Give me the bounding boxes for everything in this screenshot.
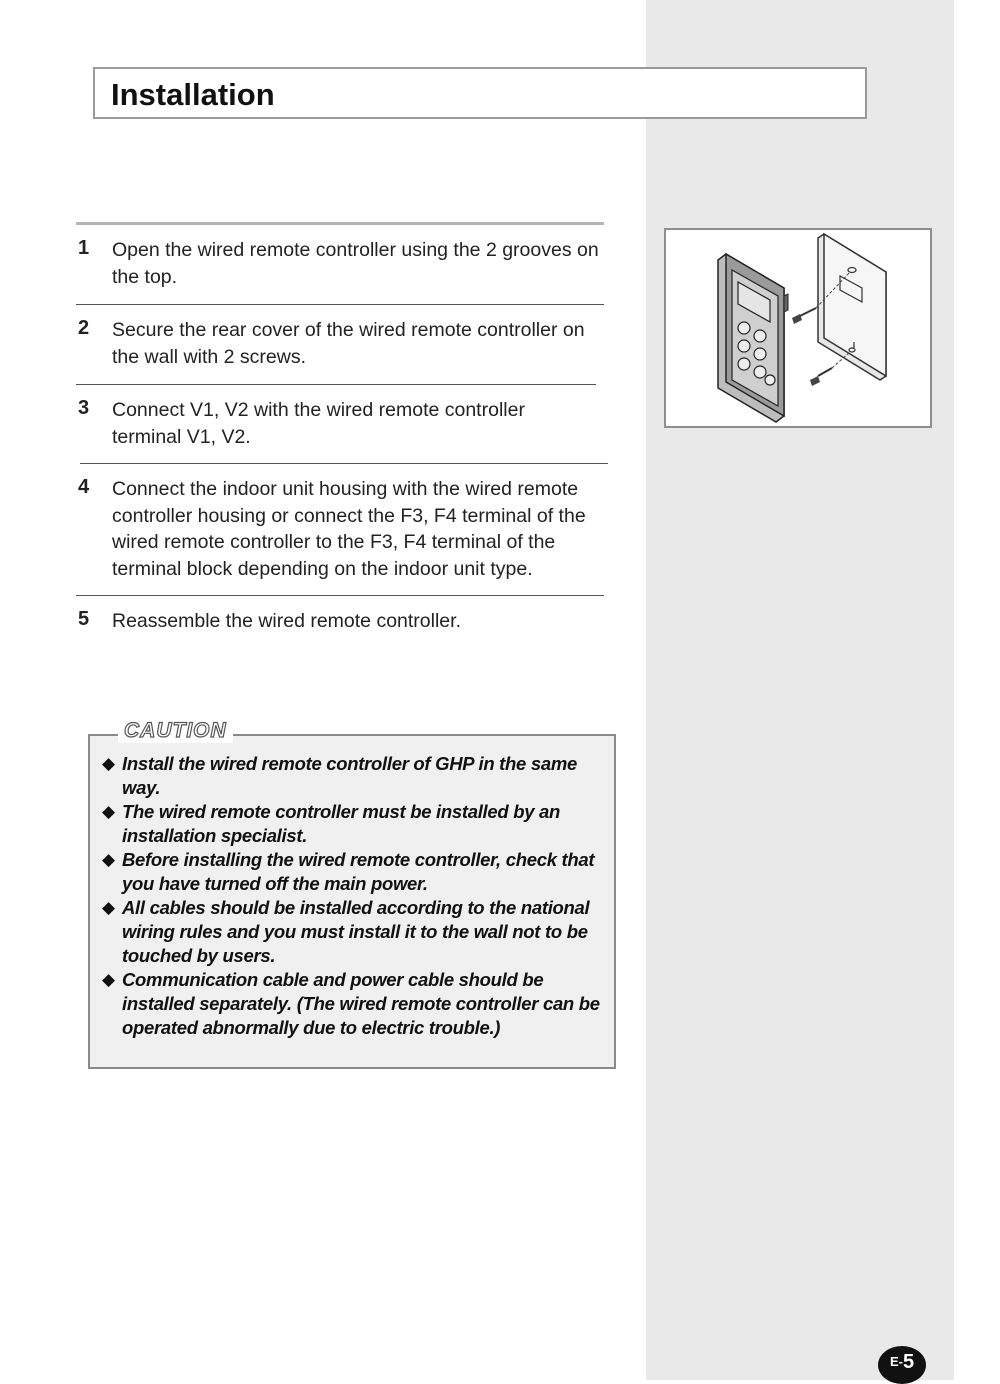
step-divider [76, 384, 596, 385]
step-text: Connect the indoor unit housing with the wired remote controller housing or connect the F3, F4 terminal of the wired remote controller to the F3, F4 terminal of the terminal block depending on the indoor unit type. [112, 478, 586, 580]
diamond-bullet-icon: ◆ [102, 898, 115, 917]
step-number: 3 [78, 397, 90, 419]
step-divider [80, 463, 608, 464]
step-text: Reassemble the wired remote controller. [112, 610, 461, 632]
step-number: 1 [78, 237, 90, 259]
caution-list [102, 752, 608, 1040]
page-title: Installation [111, 77, 275, 112]
step-divider [76, 595, 604, 596]
step-number: 2 [78, 317, 90, 339]
step-text: Open the wired remote controller using the 2 grooves on the top. [112, 239, 599, 288]
diamond-bullet-icon: ◆ [102, 850, 115, 869]
step-text: Connect V1, V2 with the wired remote controller terminal V1, V2. [112, 399, 525, 448]
diamond-bullet-icon: ◆ [102, 970, 115, 989]
caution-label: CAUTION [118, 719, 233, 743]
step-divider [76, 304, 604, 305]
steps-top-divider [76, 222, 604, 225]
remote-controller-mounting-illustration [666, 230, 930, 426]
page-prefix: E- [889, 1354, 903, 1369]
step-text: Secure the rear cover of the wired remote controller on the wall with 2 screws. [112, 319, 585, 368]
caution-item: ◆ The wired remote controller must be installed by an installation specialist. [102, 801, 561, 846]
caution-item: ◆ Communication cable and power cable should be installed separately. (The wired remote controller can be operated abnormally due to electric trouble.) [102, 969, 600, 1038]
caution-item: ◆ Install the wired remote controller of GHP in the same way. [102, 753, 577, 798]
sidebar-background [646, 0, 954, 1380]
page-number-badge [878, 1346, 926, 1384]
caution-item: ◆ Before installing the wired remote controller, check that you have turned off the main power. [102, 849, 595, 894]
diamond-bullet-icon: ◆ [102, 802, 115, 821]
step-number: 5 [78, 608, 90, 630]
page-number: 5 [902, 1351, 915, 1373]
step-number: 4 [78, 476, 90, 498]
section-header [93, 67, 867, 119]
caution-item: ◆ All cables should be installed according to the national wiring rules and you must install it to the wall not to be touched by users. [102, 897, 590, 966]
diamond-bullet-icon: ◆ [102, 754, 115, 773]
figure-box [664, 228, 932, 428]
